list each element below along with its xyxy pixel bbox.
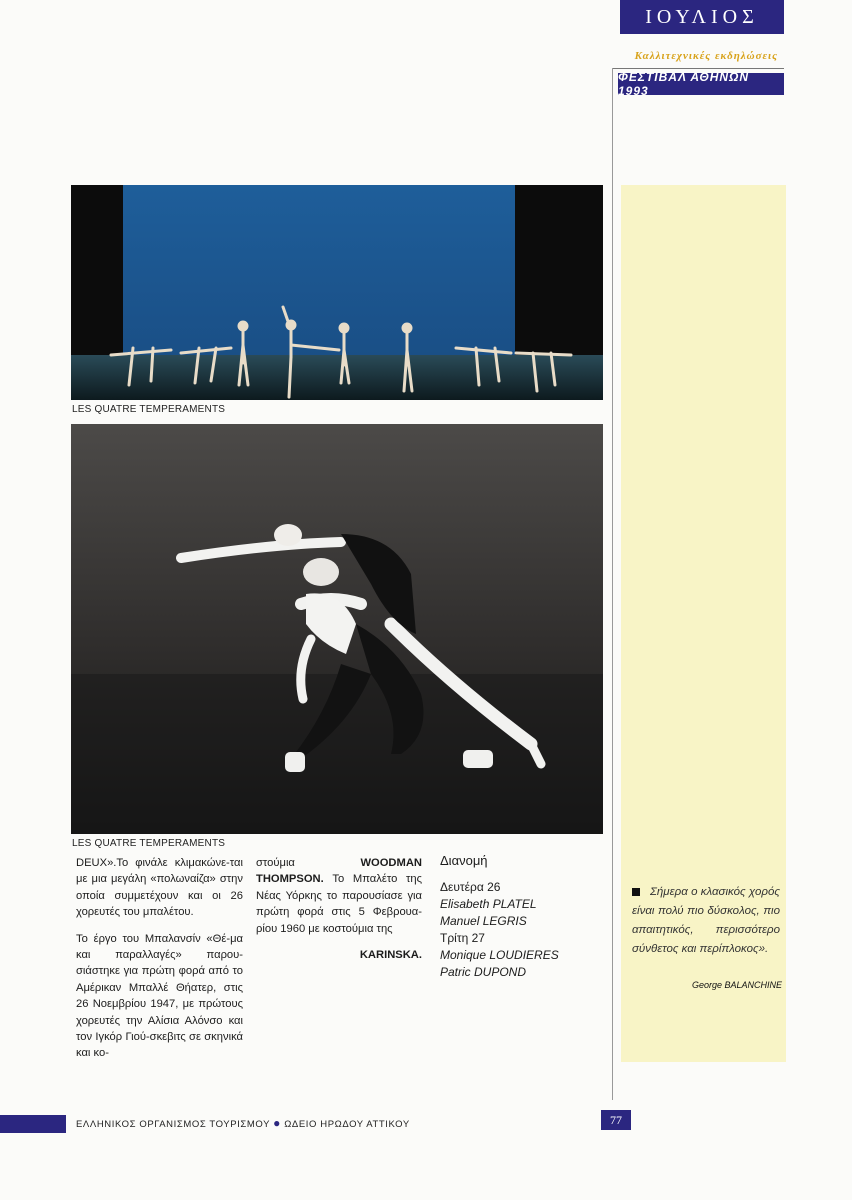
sidebar-quote [632, 883, 780, 959]
column-rule [612, 68, 613, 1100]
footer-credits [76, 1116, 410, 1130]
bullet-icon: ● [273, 1116, 281, 1130]
month-title: ΙΟΥΛΙΟΣ [645, 5, 759, 28]
cast-day: Τρίτη 27 [440, 931, 485, 945]
text-column-2 [256, 855, 422, 973]
page-number [601, 1110, 631, 1130]
festival-title: ΦΕΣΤΙΒΑΛ ΑΘΗΝΩΝ 1993 [618, 70, 750, 98]
body-text: Το Μπαλέτο της Νέας Υόρκης το παρουσίασε για πρώτη φορά στις 5 Φεβρουα-ρίου 1960 με κοστούμια της [256, 873, 422, 935]
paragraph: DEUX».Το φινάλε κλιμακώνε-ται με μια μεγάλη «πολωναίζα» στην οποία συμμετέχουν και οι 26 χορευτές του μπαλέτου. [76, 857, 243, 919]
paragraph [256, 855, 422, 937]
quote-author: George BALANCHINE [691, 980, 782, 990]
cast-dancer: Elisabeth PLATEL [440, 897, 537, 911]
ballet-stage-photo [71, 185, 603, 400]
header-divider [612, 68, 784, 69]
footer-bar [0, 1115, 66, 1133]
paragraph: Το έργο του Μπαλανσίν «Θέ-μα και παραλλαγές» παρου-σιάστηκε για πρώτη φορά από το Αμέρικαν Μπαλλέ Θήατερ, στις 26 Νοεμβρίου 1947, με πρώτους χορευτές την Αλίσια Αλόνσο και τον Ιγκόρ Γιού-σκεβιτς σε σκηνικά και κο- [76, 932, 243, 1060]
cast-heading: Διανομή [440, 853, 488, 868]
costumer-name: KARINSKA. [359, 949, 422, 962]
festival-banner [618, 70, 784, 98]
cast-dancer: Monique LOUDIERES [440, 948, 559, 962]
cast-day: Δευτέρα 26 [440, 880, 501, 894]
bottom-photo-caption: LES QUATRE TEMPERAMENTS [72, 838, 226, 849]
pas-de-deux-photo [71, 424, 603, 834]
lead-text: στούμια [256, 857, 295, 869]
quote-text: Σήμερα ο κλασικός χορός είναι πολύ πιο δύσκολος, πιο απαιτητικός, περισσότερο σύνθετος και περίπλοκος». [632, 886, 780, 955]
cast-dancer: Patric DUPOND [440, 965, 527, 979]
cast-dancer: Manuel LEGRIS [440, 914, 527, 928]
page-number-text: 77 [610, 1112, 622, 1127]
section-tag: Καλλιτεχνικές εκδηλώσεις [634, 50, 778, 62]
footer-org: ΕΛΛΗΝΙΚΟΣ ΟΡΓΑΝΙΣΜΟΣ ΤΟΥΡΙΣΜΟΥ [76, 1119, 270, 1130]
text-column-1 [76, 855, 243, 1072]
square-bullet-icon [632, 888, 640, 896]
top-photo-caption: LES QUATRE TEMPERAMENTS [72, 404, 226, 415]
month-banner [620, 0, 784, 34]
designer-name: WOODMAN THOMPSON. [256, 857, 422, 886]
ballet-stage-illustration [71, 185, 603, 400]
pas-de-deux-illustration [71, 424, 603, 834]
footer-venue: ΩΔΕΙΟ ΗΡΩΔΟΥ ΑΤΤΙΚΟΥ [284, 1119, 410, 1130]
cast-list [440, 852, 605, 981]
